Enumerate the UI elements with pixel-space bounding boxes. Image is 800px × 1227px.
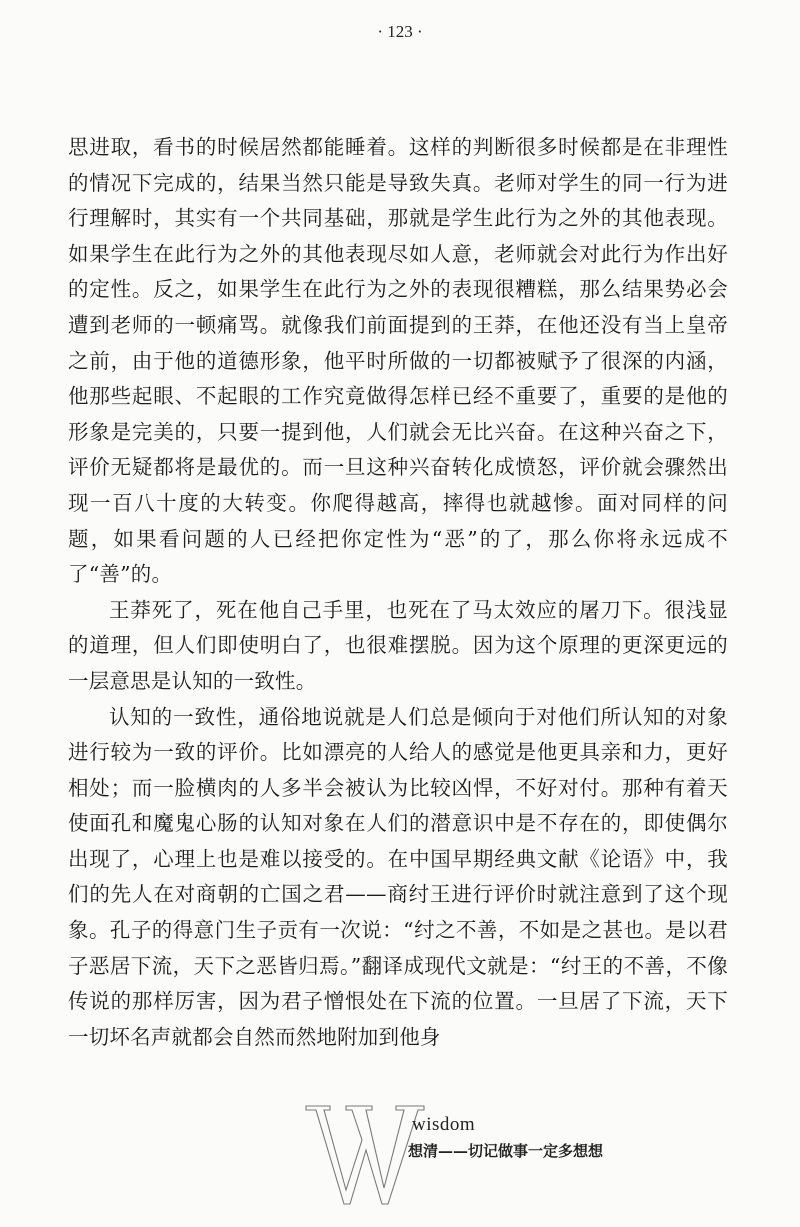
body-text: [68, 130, 728, 1055]
paragraph-1: 思进取，看书的时候居然都能睡着。这样的判断很多时候都是在非理性的情况下完成的，结果当然只能是导致失真。老师对学生的同一行为进行理解时，其实有一个共同基础，那就是学生此行为之外的其他表现。如果学生在此行为之外的其他表现尽如人意，老师就会对此行为作出好的定性。反之，如果学生在此行为之外的表现很糟糕，那么结果势必会遭到老师的一顿痛骂。就像我们前面提到的王莽，在他还没有当上皇帝之前，由于他的道德形象，他平时所做的一切都被赋予了很深的内涵，他那些起眼、不起眼的工作究竟做得怎样已经不重要了，重要的是他的形象是完美的，只要一提到他，人们就会无比兴奋。在这种兴奋之下，评价无疑都将是最优的。而一旦这种兴奋转化成愤怒，评价就会骤然出现一百八十度的大转变。你爬得越高，摔得也就越惨。面对同样的问题，如果看问题的人已经把你定性为“恶”的了，那么你将永远成不了“善”的。: [68, 135, 728, 587]
footer-word: wisdom: [412, 1114, 476, 1135]
footer-logo: [300, 1100, 660, 1210]
paragraph-3: 认知的一致性，通俗地说就是人们总是倾向于对他们所认知的对象进行较为一致的评价。比如漂亮的人给人的感觉是他更具亲和力，更好相处；而一脸横肉的人多半会被认为比较凶悍，不好对付。那种有着天使面孔和魔鬼心肠的认知对象在人们的潜意识中是不存在的，即使偶尔出现了，心理上也是难以接受的。在中国早期经典文献《论语》中，我们的先人在对商朝的亡国之君——商纣王进行评价时就注意到了这个现象。孔子的得意门生子贡有一次说：“纣之不善，不如是之甚也。是以君子恶居下流，天下之恶皆归焉。”翻译成现代文就是：“纣王的不善，不像传说的那样厉害，因为君子憎恨处在下流的位置。一旦居了下流，天下一切坏名声就都会自然而然地附加到他身: [68, 704, 728, 1049]
page-number: · 123 ·: [377, 22, 423, 41]
footer-tagline: 想清——切记做事一定多想想: [408, 1142, 604, 1160]
paragraph-2: 王莽死了，死在他自己手里，也死在了马太效应的屠刀下。很浅显的道理，但人们即使明白了，也很难摆脱。因为这个原理的更深更远的一层意思是认知的一致性。: [68, 597, 728, 693]
